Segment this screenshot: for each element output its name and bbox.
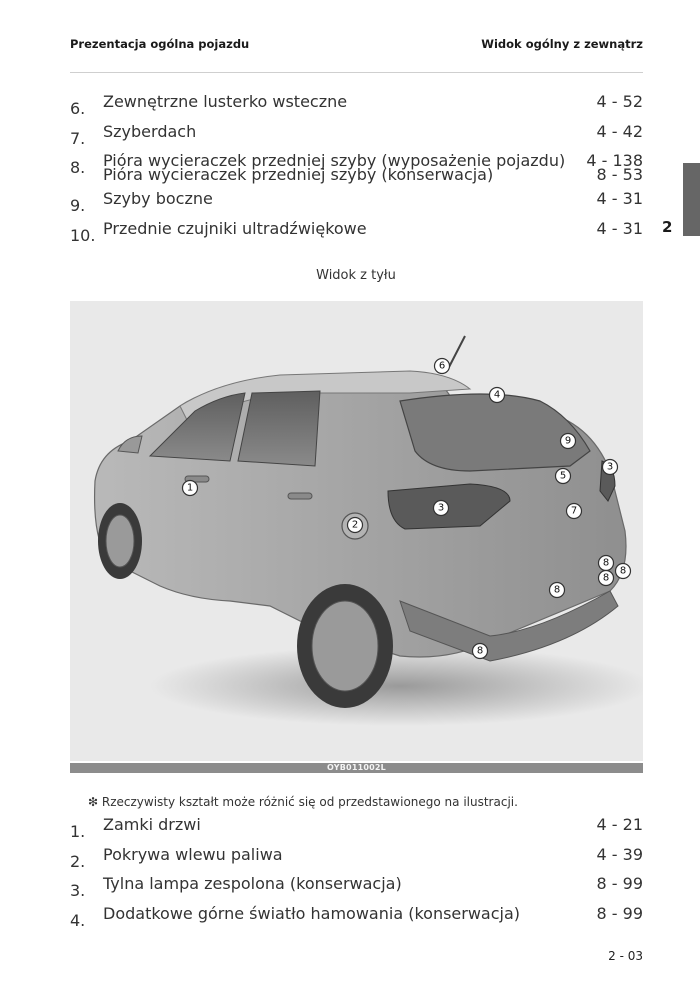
callout-marker-8: [473, 644, 488, 659]
rear-wheel-rim: [312, 601, 378, 691]
item-page-ref: 4 - 42: [596, 121, 643, 141]
callout-marker-8: [616, 564, 631, 579]
door-handle-front: [288, 493, 312, 499]
item-text: Przednie czujniki ultradźwiękowe: [103, 218, 367, 238]
svg-text:1: 1: [186, 482, 194, 494]
item-text: Zamki drzwi: [103, 815, 201, 834]
callout-marker-8: [550, 583, 565, 598]
callout-marker-5: [556, 469, 571, 484]
top-item-list: [70, 92, 643, 248]
item-text: Dodatkowe górne światło hamowania (konserwacja): [103, 903, 521, 923]
list-item: [70, 219, 643, 249]
item-text-secondary: Pióra wycieraczek przedniej szyby (konserwacja): [103, 165, 494, 184]
item-text: Zewnętrzne lusterko wsteczne: [103, 92, 348, 111]
svg-text:2: 2: [351, 519, 359, 531]
list-item: [70, 189, 643, 219]
rear-quarter-window: [238, 391, 320, 466]
svg-text:7: 7: [570, 505, 578, 517]
illustration-note: ❇ Rzeczywisty kształt może różnić się od przedstawionego na ilustracji.: [88, 795, 518, 809]
item-page-ref: 4 - 138: [586, 151, 643, 170]
item-number: 7.: [70, 128, 86, 148]
item-text: Pokrywa wlewu paliwa: [103, 844, 283, 864]
callout-marker-8: [599, 571, 614, 586]
list-item: [70, 845, 643, 875]
rear-window: [400, 394, 590, 471]
car-drawing: [70, 301, 643, 761]
callout-marker-7: [567, 504, 582, 519]
list-item: [70, 815, 643, 845]
roof-antenna: [448, 336, 465, 369]
callout-marker-3: [603, 460, 618, 475]
svg-text:8: 8: [476, 645, 484, 657]
item-number: 4.: [70, 910, 86, 930]
item-number: 1.: [70, 822, 86, 841]
svg-text:5: 5: [559, 470, 567, 482]
item-text: Szyby boczne: [103, 189, 213, 208]
item-page-ref: 4 - 52: [596, 92, 643, 111]
callout-marker-3: [434, 501, 449, 516]
svg-text:6: 6: [438, 360, 446, 372]
item-number: 8.: [70, 158, 86, 177]
svg-text:9: 9: [564, 435, 572, 447]
chapter-tab: [683, 163, 700, 236]
list-item: [70, 92, 643, 122]
ground-shadow: [150, 646, 643, 726]
item-page-ref: 8 - 99: [596, 874, 643, 893]
side-mirror: [118, 436, 142, 453]
svg-text:8: 8: [553, 584, 561, 596]
item-number: 10.: [70, 225, 96, 245]
callout-marker-1: [183, 481, 198, 496]
item-number: 6.: [70, 99, 86, 118]
list-item: [70, 122, 643, 152]
callout-marker-9: [561, 434, 576, 449]
svg-text:4: 4: [493, 389, 501, 401]
header-subsection-title: Widok ogólny z zewnątrz: [481, 37, 643, 51]
item-number: 2.: [70, 851, 86, 871]
figure-code: OYB011002L: [327, 763, 386, 772]
header-divider: [70, 72, 643, 73]
item-page-ref: 4 - 39: [596, 844, 643, 864]
svg-text:8: 8: [602, 572, 610, 584]
bottom-item-list: [70, 815, 643, 933]
callout-marker-4: [490, 388, 505, 403]
list-item: [70, 874, 643, 904]
item-text: Pióra wycieraczek przedniej szyby (wyposażenie pojazdu): [103, 151, 566, 170]
item-page-ref: 4 - 31: [596, 189, 643, 208]
front-wheel-rim: [106, 515, 134, 567]
page-number: 2 - 03: [608, 949, 643, 963]
item-text: Szyberdach: [103, 121, 197, 141]
item-page-ref: 4 - 31: [596, 218, 643, 238]
callout-marker-6: [435, 359, 450, 374]
list-item: [70, 904, 643, 934]
item-number: 9.: [70, 196, 86, 215]
chapter-number: 2: [662, 218, 673, 236]
list-item: [70, 151, 643, 189]
svg-text:3: 3: [606, 461, 614, 473]
svg-text:8: 8: [619, 565, 627, 577]
item-page-ref-secondary: 8 - 53: [596, 165, 643, 184]
item-page-ref: 8 - 99: [596, 903, 643, 923]
figure-caption: Widok z tyłu: [316, 268, 396, 283]
callout-marker-8: [599, 556, 614, 571]
header-section-title: Prezentacja ogólna pojazdu: [70, 37, 250, 51]
svg-text:8: 8: [602, 557, 610, 569]
item-number: 3.: [70, 881, 86, 900]
item-text: Tylna lampa zespolona (konserwacja): [103, 874, 402, 893]
item-page-ref: 4 - 21: [596, 815, 643, 834]
svg-text:3: 3: [437, 502, 445, 514]
car-rear-illustration: [70, 301, 643, 761]
callout-marker-2: [348, 518, 363, 533]
